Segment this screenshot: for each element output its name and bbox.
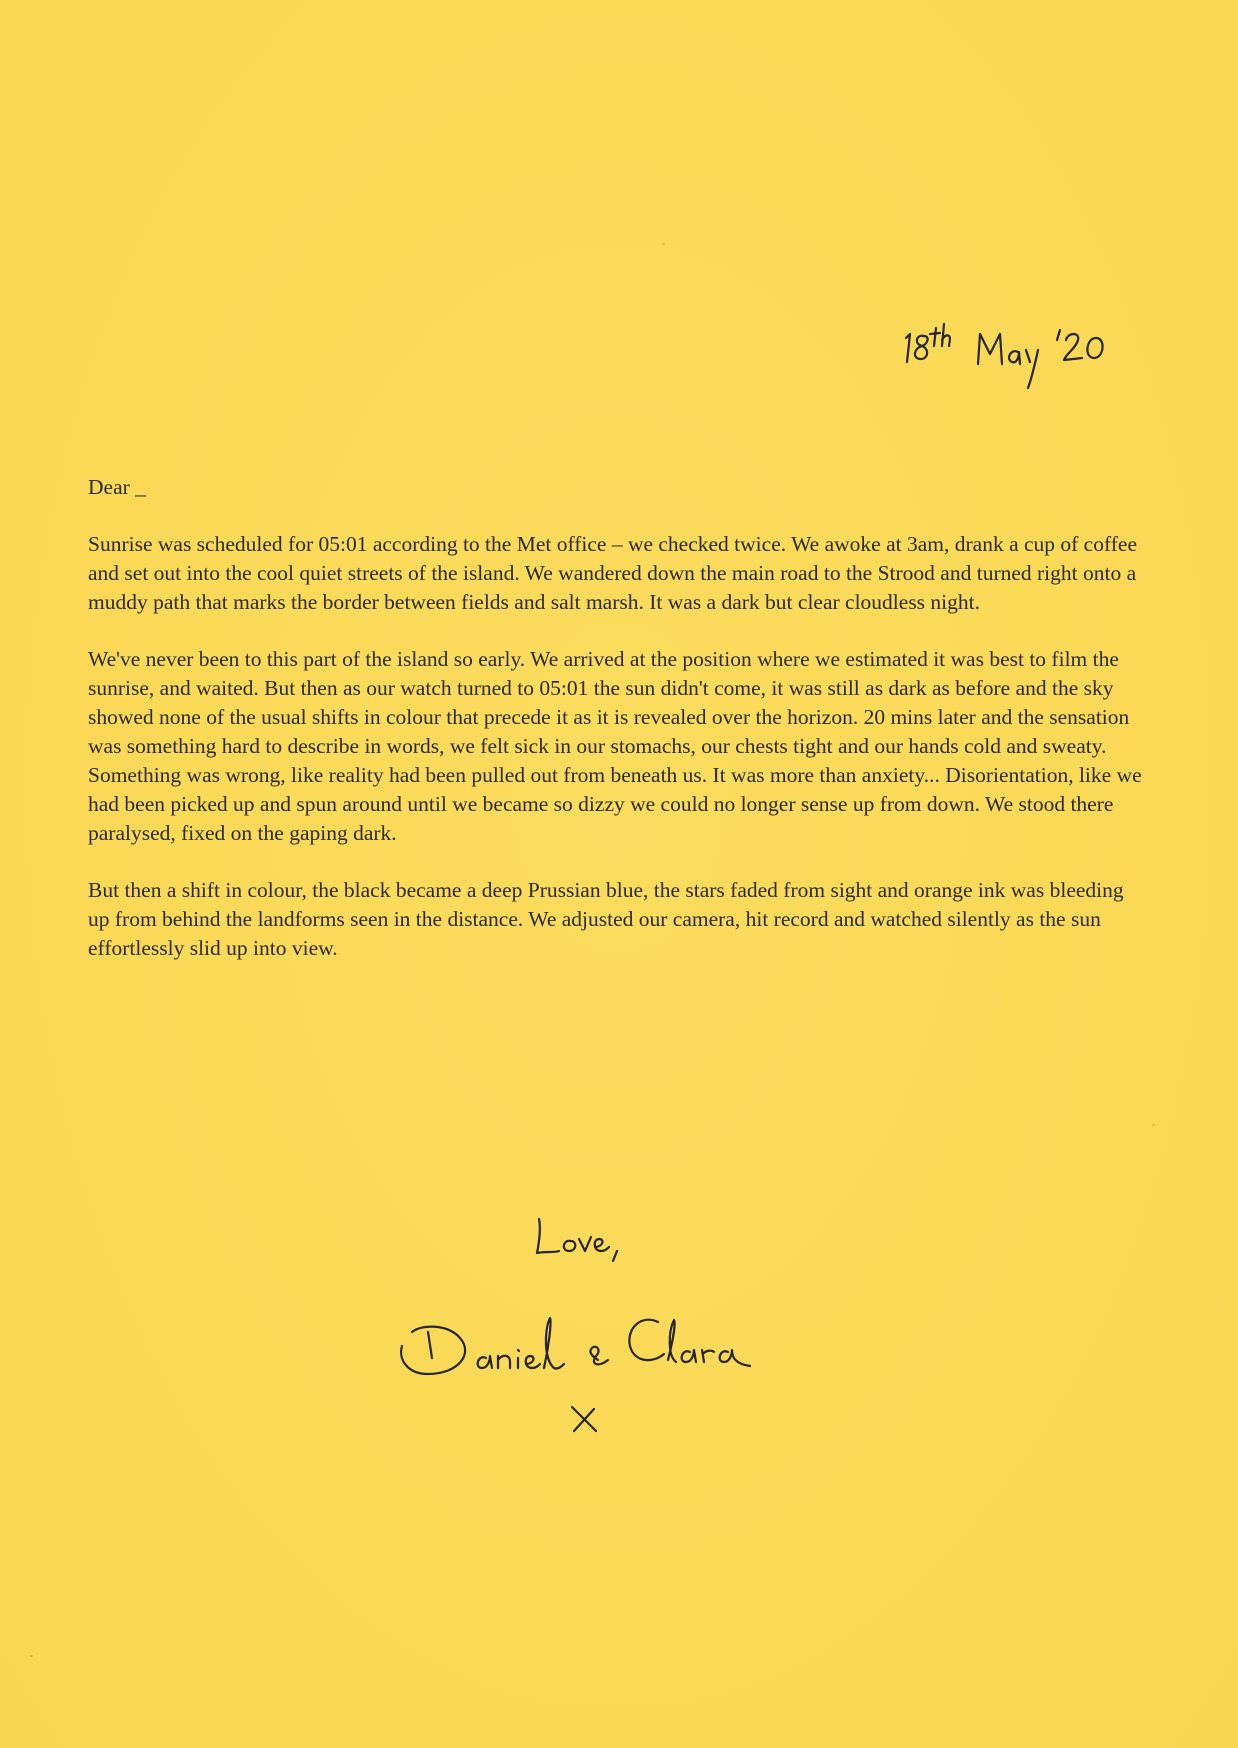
paragraph-1: Sunrise was scheduled for 05:01 according to the Met office – we checked twice. We awoke at 3am, drank a cup of coffee and set out into the cool quiet streets of the island. We wandered down the main road to the Strood and turned right onto a muddy path that marks the border between fields and salt marsh. It was a dark but clear cloudless night. <box>88 532 1137 614</box>
handwritten-closing <box>533 1215 628 1270</box>
paper-speck <box>30 1655 33 1657</box>
paper-speck <box>662 243 665 245</box>
paragraph-3: But then a shift in colour, the black became a deep Prussian blue, the stars faded from sight and orange ink was bleeding up from behind the landforms seen in the distance. We adjusted our camera, hit record and watched silently as the sun effortlessly slid up into view. <box>88 878 1124 960</box>
handwritten-date <box>900 322 1130 394</box>
handwritten-kiss <box>568 1403 600 1435</box>
paper-speck <box>1152 1124 1155 1126</box>
salutation: Dear _ <box>88 475 146 499</box>
handwritten-signature <box>398 1310 768 1385</box>
paragraph-2: We've never been to this part of the island so early. We arrived at the position where we estimated it was best to film the sunrise, and waited. But then as our watch turned to 05:01 the sun didn't come, it was still as dark as before and the sky showed none of the usual shifts in colour that precede it as it is revealed over the horizon. 20 mins later and the sensation was something hard to describe in words, we felt sick in our stomachs, our chests tight and our hands cold and sweaty. Something was wrong, like reality had been pulled out from beneath us. It was more than anxiety... Disorientation, like we had been picked up and spun around until we became so dizzy we could no longer sense up from down. We stood there paralysed, fixed on the gaping dark. <box>88 647 1142 845</box>
letter-body <box>88 530 1150 991</box>
